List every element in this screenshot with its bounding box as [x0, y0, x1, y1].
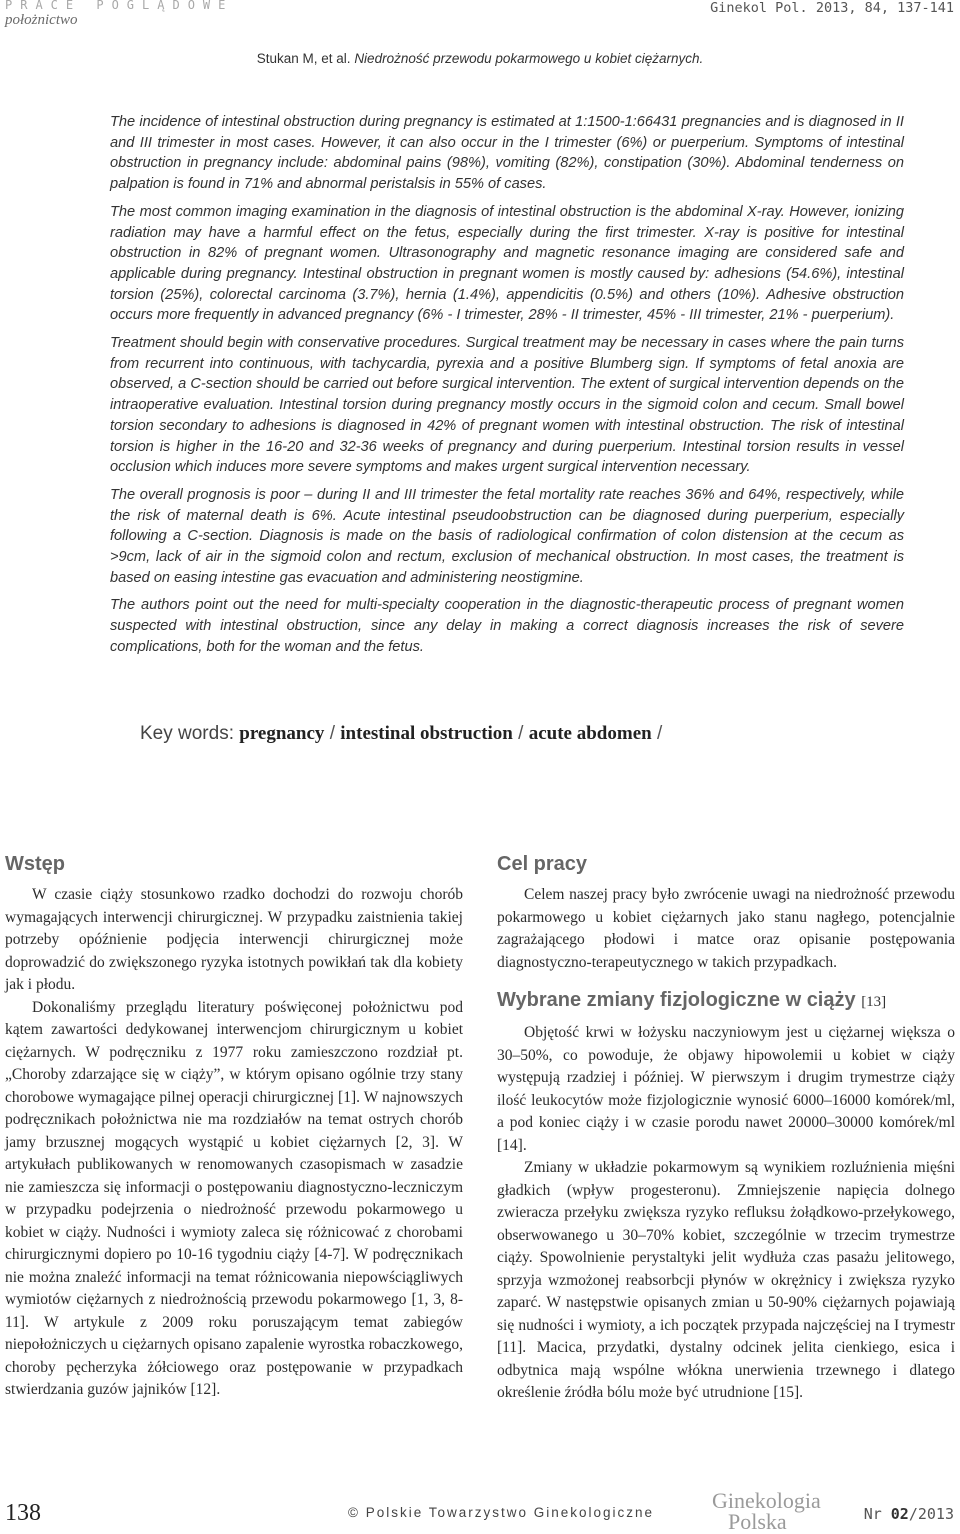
citation-link[interactable]: [13] [861, 994, 887, 1010]
journal-logo [712, 1490, 832, 1532]
keywords-label: Key words: [140, 723, 234, 744]
running-head [0, 51, 960, 66]
abstract [110, 112, 904, 665]
issue-prefix: Nr [863, 1505, 882, 1523]
body-paragraph: Dokonaliśmy przeglądu literatury poświęconej położnictwu pod kątem zawartości dedykowanej interwencjom chirurgicznym u kobiet ciężarnych. W podręczniku z 1977 roku zamieszczono rozdział pt. „Choroby zdarzające się w ciąży”, w którym opisano ogólnie trzy stany chorobowe wymagające pilnej operacji chirurgicznej [1]. W najnowszych podręcznikach położnictwa nie ma rozdziałów na temat ostrych chorób jamy brzusznej mogących wystąpić u kobiet ciężarnych [2, 3]. W artykułach publikowanych w renomowanych czasopismach w zasadzie nie zamieszcza się informacji o postępowaniu diagnostyczno-leczniczym w przypadku podejrzenia o niedrożność przewodu pokarmowego u kobiet w ciąży. Nudności i wymioty zaleca się różnicować z chorobami chirurgicznymi dopiero po 10-16 tygodniu ciąży [4-7]. W podręcznikach nie można znaleźć informacji na temat różnicowania niepowściągliwych wymiotów ciężarnych z niedrożnością przewodu pokarmowego [1, 3, 8-11]. W artykule z 2009 roku poruszającym temat zabiegów niepołożniczych u ciężarnych opisano zapalenie wyrostka robaczkowego, choroby pęcherzyka żółciowego oraz postępowanie w przypadkach stwierdzania guzów jajników [12]. [5, 998, 463, 1398]
abstract-paragraph: Treatment should begin with conservative procedures. Surgical treatment may be necessary in cases where the pain turns from recurrent into continuous, with tachycardia, pyrexia and a positive Blumberg sign. If symptoms of fetal anoxia are observed, a C-section should be carried out before surgical intervention. The extent of surgical intervention depends on the intraoperative evaluation. Intestinal torsion during pregnancy mostly occurs in the sigmoid colon and cecum. Small bowel torsion secondary to adhesions is diagnosed in 42% of pregnant women with intestinal obstruction. The risk of intestinal torsion is higher in the 16-20 and 32-36 weeks of pregnancy and during puerperium. Intestinal torsion results in vessel occlusion which induces more severe symptoms and makes urgent surgical intervention necessary. [110, 335, 904, 476]
issue-number [864, 1505, 954, 1523]
subsection-label: położnictwo [5, 12, 78, 28]
running-head-title: Niedrożność przewodu pokarmowego u kobiet ciężarnych. [354, 51, 704, 66]
keyword-separator: / [657, 723, 663, 744]
keyword-separator: / [329, 723, 335, 744]
section-heading-cel-pracy: Cel pracy [497, 853, 588, 875]
body-paragraph: W czasie ciąży stosunkowo rzadko dochodzi do rozwoju chorób wymagających interwencji chirurgicznej. W przypadku zaistnienia takiej potrzeby opóźnienie podjęcia interwencji chirurgicznej może doprowadzić do zwiększonego ryzyka istotnych powikłań tak dla kobiety jak i płodu. [5, 886, 463, 993]
body-paragraph: Objętość krwi w łożysku naczyniowym jest u ciężarnej większa o 30–50%, co powoduje, że objawy hipowolemii u kobiet w ciąży występują rzadziej i później. W pierwszym i drugim trymestrze ciąży ilość leukocytów może fizjologicznie wynosić 6000–16000 komórek/ml, a pod koniec ciąży i w czasie porodu nawet 20000–30000 komórek/ml [14]. [497, 1024, 955, 1154]
abstract-paragraph: The overall prognosis is poor – during II and III trimester the fetal mortality rate reaches 36% and 64%, respectively, while the risk of maternal death is 6%. Acute intestinal pseudoobstruction can be diagnosed during puerperium, especially following a C-section. Diagnosis is made on the basis of radiological confirmation of colon distension at the cecum as >9cm, lack of air in the sigmoid colon and rectum, exclusion of mechanical obstruction. In most cases, the treatment is based on easing intestine gas evacuation and administering neostigmine. [110, 486, 904, 586]
page-number: 138 [5, 1500, 41, 1526]
abstract-paragraph: The most common imaging examination in the diagnosis of intestinal obstruction is the abdominal X-ray. However, ionizing radiation may have a harmful effect on the fetus, especially during the first trimester. X-ray is positive for intestinal obstruction in 82% of pregnant women. Ultrasonography and magnetic resonance imaging are considered safe and applicable during pregnancy. Intestinal obstruction in pregnant women is mostly caused by: adhesions (54.6%), intestinal torsion (25%), colorectal carcinoma (3.7%), hernia (1.4%), appendicitis (0.5%) and others (10%). Adhesive obstruction occurs more frequently in advanced pregnancy (6% - I trimester, 28% - II trimester, 45% - III trimester, 21% - puerperium). [110, 203, 904, 324]
section-label: PRACE POGLĄDOWE [5, 0, 234, 12]
keyword: intestinal obstruction [340, 723, 513, 744]
running-head-authors: Stukan M, et al. [256, 51, 351, 66]
issue-year: /2013 [908, 1505, 954, 1523]
section-heading-text: Wybrane zmiany fizjologiczne w ciąży [497, 989, 856, 1011]
keywords [140, 723, 662, 745]
abstract-paragraph: The authors point out the need for multi-specialty cooperation in the diagnostic-therapeutic process of pregnant women suspected with intestinal obstruction, since any delay in making a correct diagnosis increases the risk of severe complications, both for the woman and the fetus. [110, 597, 904, 655]
keyword: acute abdomen [528, 723, 652, 744]
left-column [5, 850, 463, 1402]
body-paragraph: Celem naszej pracy było zwrócenie uwagi na niedrożność przewodu pokarmowego u kobiet ciężarnych jako stanu nagłego, potencjalnie zagrażającego płodowi i matce oraz opisanie postępowania diagnostyczno-terapeutycznego w takich przypadkach. [497, 886, 955, 971]
body-paragraph: Zmiany w układzie pokarmowym są wynikiem rozluźnienia mięśni gładkich (wpływ progesteronu). Zmniejszenie napięcia dolnego zwieracza przełyku zwiększa ryzyko refluksu żołądkowo-przełykowego, obserwowanego u 30–70% kobiet, szczególnie w trzecim trymestrze ciąży. Spowolnienie perystaltyki jelit wydłuża czas pasażu jelitowego, sprzyja wzmożonej reabsorbcji płynów w okrężnicy i zwiększa ryzyko zaparć. W następstwie opisanych zmian u 50-90% ciężarnych pojawiają się nudności i wymioty, a ich początek przypada najczęściej na I trymestr [11]. Macica, przydatki, dystalny odcinek jelita cienkiego, esica i odbytnica mają wspólne włókna unerwienia trzewnego i dlatego określenie źródła bólu może być utrudnione [15]. [497, 1159, 955, 1401]
keyword-separator: / [518, 723, 524, 744]
issue-num: 02 [890, 1505, 909, 1523]
abstract-paragraph: The incidence of intestinal obstruction during pregnancy is estimated at 1:1500-1:66431 pregnancies and is diagnosed in II and III trimester in most cases. However, it can also occur in the I trimester (6%) or puerperium. Symptoms of intestinal obstruction in pregnancy include: abdominal pains (98%), vomiting (82%), constipation (30%). Abdominal tenderness on palpation is found in 71% and abnormal peristalsis in 55% of cases. [110, 114, 904, 193]
copyright-society: © Polskie Towarzystwo Ginekologiczne [348, 1505, 655, 1520]
section-heading-wstep: Wstęp [5, 853, 65, 875]
section-heading-zmiany-fizjologiczne [497, 986, 955, 1016]
logo-line-1: Ginekologia [712, 1488, 821, 1513]
right-column [497, 850, 955, 1405]
keyword: pregnancy [239, 723, 325, 744]
logo-line-2: Polska [728, 1509, 787, 1534]
journal-citation: Ginekol Pol. 2013, 84, 137-141 [710, 0, 954, 16]
